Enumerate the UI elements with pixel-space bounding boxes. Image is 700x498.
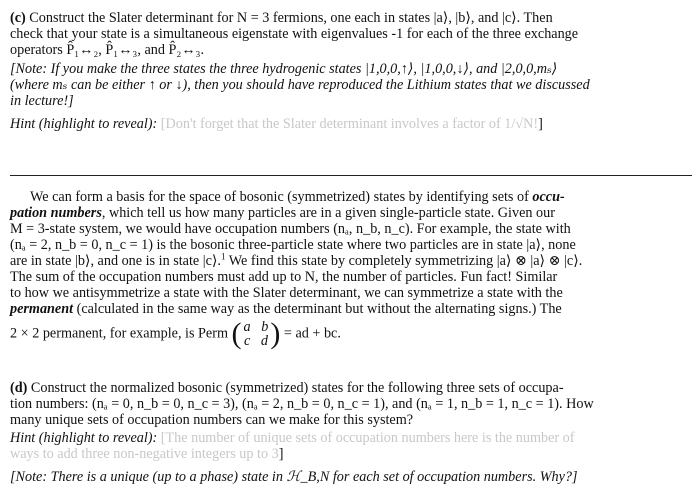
part-d-line-2: tion numbers: (nₐ = 0, n_b = 0, n_c = 3), (nₐ = 2, n_b = 0, n_c = 1), and (nₐ = 1, n_b = 1, n_c = 1). How (10, 396, 594, 412)
matrix-2x2 (244, 320, 269, 348)
part-c-hint (10, 116, 692, 132)
part-c-hint-label: Hint (highlight to reveal): (10, 116, 158, 132)
permanent-result: = ad + bc. (283, 325, 341, 342)
term-occupation-numbers-b: pation numbers (10, 205, 102, 221)
part-c-line-1: Construct the Slater determinant for N = 3 fermions, one each in states |a⟩, |b⟩, and |c⟩. Then (29, 10, 553, 26)
part-d-hidden-hint-line-2[interactable]: ways to add three non-negative integers up to 3 (10, 446, 279, 462)
part-c-note-line-2: (where mₛ can be either ↑ or ↓), then you should have reproduced the Lithium states that we discussed (10, 77, 590, 93)
term-occupation-numbers-a: occu- (532, 189, 565, 205)
part-c-line-2: check that your state is a simultaneous eigenstate with eigenvalues -1 for each of the three exchange (10, 26, 579, 42)
part-c-hint-close: ] (538, 116, 543, 132)
part-d-label: (d) (10, 380, 28, 396)
part-d-statement (10, 380, 692, 428)
part-c-note (10, 61, 692, 109)
footnote-marker[interactable]: 1 (220, 251, 226, 262)
para-line-4: (nₐ = 2, n_b = 0, n_c = 1) is the bosonic three-particle state where two particles are in state |a⟩, none (10, 237, 576, 253)
part-d-line-3: many unique sets of occupation numbers can we make for this system? (10, 412, 414, 428)
part-d-hint-label: Hint (highlight to reveal): (10, 430, 158, 446)
permanent-example (10, 319, 692, 349)
part-d-hint (10, 430, 692, 462)
para-line-6: The sum of the occupation numbers must add up to N, the number of particles. Fun fact! Similar (10, 269, 558, 285)
part-d-hidden-hint-line-1[interactable]: The number of unique sets of occupation numbers here is the number of (165, 430, 575, 446)
para-line-7: to how we antisymmetrize a state with the Slater determinant, we can symmetrize a state with the (10, 285, 563, 301)
para-line-5b: We find this state by completely symmetrizing |a⟩ ⊗ |a⟩ ⊗ |c⟩. (225, 253, 583, 269)
section-divider (10, 175, 692, 176)
matrix-left-paren: ( (231, 317, 242, 350)
para-line-3: M = 3-state system, we would have occupation numbers (nₐ, n_b, n_c). For example, the state with (10, 221, 571, 237)
part-d-hint-open: [ (160, 430, 166, 446)
part-c-line-3: operators P̂₁↔₂, P̂₁↔₃, and P̂₂↔₃. (10, 42, 205, 58)
matrix-c: c (243, 333, 251, 349)
part-d-hint-close: ] (278, 446, 284, 462)
part-c-hidden-hint[interactable]: Don't forget that the Slater determinant involves a factor of 1/√N! (165, 116, 539, 132)
bosonic-basis-paragraph (10, 189, 692, 205)
para-line-2: , which tell us how many particles are in a given single-particle state. Given our (101, 205, 555, 221)
para-line-8: (calculated in the same way as the determinant but without the alternating signs.) The (73, 301, 562, 317)
matrix-b: b (261, 319, 269, 335)
para-line-9: 2 × 2 permanent, for example, is Perm (10, 325, 228, 342)
matrix-right-paren: ) (270, 317, 281, 350)
matrix-a: a (243, 319, 251, 335)
part-c-note-line-3: in lecture!] (10, 93, 74, 109)
part-d-line-1: Construct the normalized bosonic (symmetrized) states for the following three sets of occupa- (30, 380, 564, 396)
term-permanent: permanent (10, 301, 74, 317)
part-c-hint-open: [ (160, 116, 166, 132)
para-line-1: We can form a basis for the space of bosonic (symmetrized) states by identifying sets of (30, 189, 529, 205)
para-line-5a: are in state |b⟩, and one is in state |c⟩. (10, 253, 221, 269)
part-c-label: (c) (10, 10, 26, 26)
bosonic-basis-paragraph-cont (10, 205, 692, 317)
part-c-statement (10, 10, 692, 58)
part-d-note (10, 469, 692, 485)
matrix-d: d (260, 333, 268, 349)
part-c-note-line-1: [Note: If you make the three states the three hydrogenic states |1,0,0,↑⟩, |1,0,0,↓⟩, and |2,0,0,mₛ⟩ (10, 61, 558, 77)
part-d-note-text: [Note: There is a unique (up to a phase) state in ℋ_B,N for each set of occupation numbers. Why?] (10, 469, 578, 485)
